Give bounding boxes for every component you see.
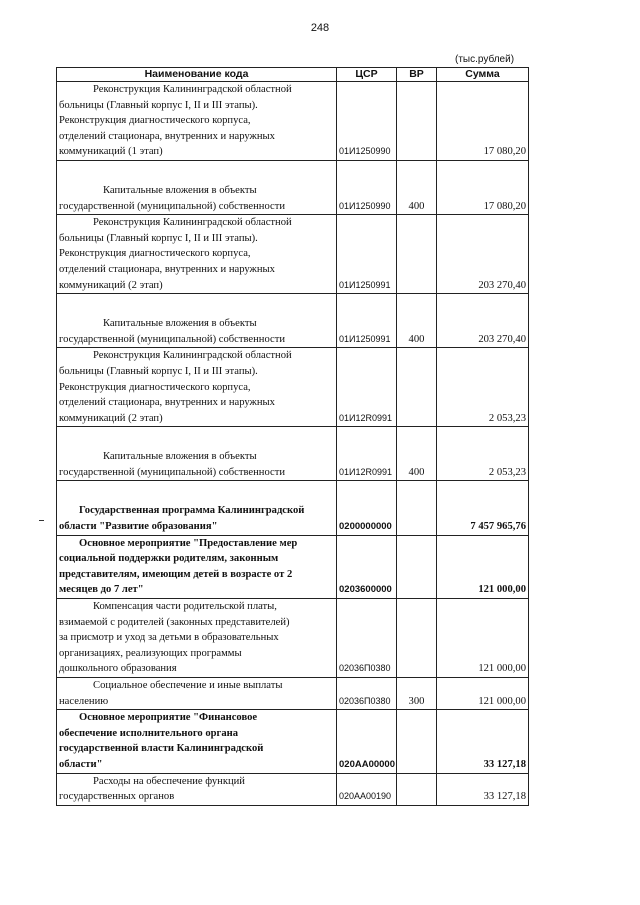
row-name-text: государственной власти Калининградской bbox=[59, 743, 264, 755]
row-name-text: коммуникаций (1 этап) bbox=[59, 146, 163, 158]
row-name-text: отделений стационара, внутренних и наружных bbox=[59, 130, 275, 142]
row-name-line bbox=[59, 98, 334, 114]
row-name-line bbox=[59, 348, 334, 364]
row-name-text: области" bbox=[59, 758, 103, 770]
row-name-text: Капитальные вложения в объекты bbox=[103, 451, 257, 463]
row-name-line bbox=[59, 278, 334, 294]
row-name-text: месяцев до 7 лет" bbox=[59, 584, 144, 596]
row-name-line bbox=[59, 199, 334, 215]
row-name-line bbox=[59, 661, 334, 677]
budget-table bbox=[56, 67, 529, 806]
header-name: Наименование кода bbox=[57, 68, 337, 82]
header-vr: ВР bbox=[397, 68, 437, 82]
row-spacer bbox=[59, 481, 334, 503]
row-csr-cell: 020АА00190 bbox=[337, 773, 397, 805]
row-vr-cell bbox=[397, 773, 437, 805]
page-number: 248 bbox=[310, 22, 330, 34]
row-name-cell bbox=[57, 294, 337, 348]
row-name-text: Основное мероприятие "Предоставление мер bbox=[79, 537, 298, 549]
row-vr-cell: 400 bbox=[397, 160, 437, 214]
row-sum-cell: 2 053,23 bbox=[437, 348, 529, 427]
row-name-text: Компенсация части родительской платы, bbox=[93, 601, 277, 613]
row-name-text: больницы (Главный корпус I, II и III этапы). bbox=[59, 232, 258, 244]
row-name-line bbox=[59, 741, 334, 757]
row-name-text: Социальное обеспечение и иные выплаты bbox=[93, 680, 283, 691]
row-name-text: Основное мероприятие "Финансовое bbox=[79, 712, 258, 724]
row-name-line bbox=[59, 630, 334, 646]
row-name-text: обеспечение исполнительного органа bbox=[59, 727, 239, 739]
row-csr-cell: 020АА00000 bbox=[337, 710, 397, 773]
row-name-line bbox=[59, 599, 334, 615]
row-sum-cell: 7 457 965,76 bbox=[437, 481, 529, 535]
row-spacer bbox=[59, 427, 334, 449]
row-name-line bbox=[59, 144, 334, 160]
row-name-text: социальной поддержки родителям, законным bbox=[59, 553, 279, 565]
row-name-line bbox=[59, 364, 334, 380]
row-name-text: государственной (муниципальной) собственности bbox=[59, 200, 286, 212]
header-sum: Сумма bbox=[437, 68, 529, 82]
row-name-text: Капитальные вложения в объекты bbox=[103, 318, 257, 330]
row-sum-cell: 121 000,00 bbox=[437, 678, 529, 710]
row-vr-cell: 400 bbox=[397, 294, 437, 348]
row-vr-cell bbox=[397, 481, 437, 535]
table-row bbox=[57, 427, 529, 481]
row-name-line bbox=[59, 380, 334, 396]
table-header-row bbox=[57, 68, 529, 82]
row-name-cell bbox=[57, 710, 337, 773]
row-name-line bbox=[59, 694, 334, 710]
row-name-text: взимаемой с родителей (законных представителей) bbox=[59, 616, 290, 628]
row-csr-cell: 0203600000 bbox=[337, 535, 397, 598]
row-name-text: представителям, имеющим детей в возрасте от 2 bbox=[59, 568, 293, 580]
table-row bbox=[57, 215, 529, 294]
row-name-text: коммуникаций (2 этап) bbox=[59, 412, 163, 424]
row-name-text: Реконструкция Калининградской областной bbox=[93, 84, 292, 95]
row-name-text: Реконструкция диагностического корпуса, bbox=[59, 381, 251, 393]
margin-mark bbox=[39, 520, 44, 521]
table-row bbox=[57, 82, 529, 161]
table-row bbox=[57, 599, 529, 678]
row-name-line bbox=[59, 710, 334, 726]
header-csr: ЦСР bbox=[337, 68, 397, 82]
row-name-cell bbox=[57, 481, 337, 535]
row-name-text: Расходы на обеспечение функций bbox=[93, 775, 245, 787]
row-name-line bbox=[59, 129, 334, 145]
row-name-line bbox=[59, 774, 334, 790]
table-row bbox=[57, 535, 529, 598]
table-row bbox=[57, 710, 529, 773]
row-sum-cell: 203 270,40 bbox=[437, 294, 529, 348]
row-name-line bbox=[59, 316, 334, 332]
row-name-line bbox=[59, 582, 334, 598]
row-sum-cell: 121 000,00 bbox=[437, 535, 529, 598]
row-name-text: Реконструкция Калининградской областной bbox=[93, 217, 292, 229]
row-name-cell bbox=[57, 348, 337, 427]
table-row bbox=[57, 678, 529, 710]
row-csr-cell: 02036П0380 bbox=[337, 678, 397, 710]
row-name-line bbox=[59, 536, 334, 552]
row-name-line bbox=[59, 231, 334, 247]
row-name-text: дошкольного образования bbox=[59, 663, 177, 675]
row-name-cell bbox=[57, 427, 337, 481]
row-name-text: Реконструкция диагностического корпуса, bbox=[59, 115, 251, 127]
row-name-line bbox=[59, 465, 334, 481]
row-sum-cell: 17 080,20 bbox=[437, 160, 529, 214]
row-name-text: отделений стационара, внутренних и наружных bbox=[59, 397, 275, 409]
row-name-line bbox=[59, 332, 334, 348]
row-name-line bbox=[59, 726, 334, 742]
row-name-text: населению bbox=[59, 695, 109, 707]
row-sum-cell: 33 127,18 bbox=[437, 710, 529, 773]
row-name-text: области "Развитие образования" bbox=[59, 521, 218, 533]
row-vr-cell bbox=[397, 599, 437, 678]
row-csr-cell: 01И1250991 bbox=[337, 294, 397, 348]
row-name-text: Реконструкция Калининградской областной bbox=[93, 350, 292, 362]
row-csr-cell: 01И1250991 bbox=[337, 215, 397, 294]
row-csr-cell: 01И12R0991 bbox=[337, 427, 397, 481]
row-name-line bbox=[59, 183, 334, 199]
table-body bbox=[57, 82, 529, 806]
row-vr-cell bbox=[397, 535, 437, 598]
row-name-text: организациях, реализующих программы bbox=[59, 647, 242, 659]
row-name-cell bbox=[57, 215, 337, 294]
row-name-cell bbox=[57, 160, 337, 214]
row-name-text: государственных органов bbox=[59, 791, 175, 803]
row-vr-cell bbox=[397, 348, 437, 427]
row-name-line bbox=[59, 567, 334, 583]
row-name-line bbox=[59, 449, 334, 465]
row-csr-cell: 02036П0380 bbox=[337, 599, 397, 678]
row-name-line bbox=[59, 215, 334, 231]
row-name-text: отделений стационара, внутренних и наружных bbox=[59, 263, 275, 275]
row-name-line bbox=[59, 789, 334, 805]
row-name-text: коммуникаций (2 этап) bbox=[59, 279, 163, 291]
row-name-cell bbox=[57, 773, 337, 805]
row-spacer bbox=[59, 161, 334, 183]
table-row bbox=[57, 348, 529, 427]
row-name-line bbox=[59, 113, 334, 129]
row-name-text: Реконструкция диагностического корпуса, bbox=[59, 248, 251, 260]
table-row bbox=[57, 294, 529, 348]
row-name-text: Государственная программа Калининградской bbox=[79, 505, 305, 517]
table-row bbox=[57, 160, 529, 214]
row-name-line bbox=[59, 411, 334, 427]
row-name-cell bbox=[57, 678, 337, 710]
row-name-text: государственной (муниципальной) собственности bbox=[59, 466, 286, 478]
table-row bbox=[57, 481, 529, 535]
row-sum-cell: 121 000,00 bbox=[437, 599, 529, 678]
row-name-cell bbox=[57, 535, 337, 598]
row-name-line bbox=[59, 757, 334, 773]
row-name-line bbox=[59, 82, 334, 98]
row-vr-cell bbox=[397, 82, 437, 161]
row-name-line bbox=[59, 646, 334, 662]
row-name-line bbox=[59, 262, 334, 278]
table-row bbox=[57, 773, 529, 805]
row-name-line bbox=[59, 551, 334, 567]
row-name-cell bbox=[57, 82, 337, 161]
row-name-text: государственной (муниципальной) собственности bbox=[59, 333, 286, 345]
row-sum-cell: 203 270,40 bbox=[437, 215, 529, 294]
row-name-text: больницы (Главный корпус I, II и III этапы). bbox=[59, 365, 258, 377]
row-name-line bbox=[59, 246, 334, 262]
row-sum-cell: 2 053,23 bbox=[437, 427, 529, 481]
row-name-text: за присмотр и уход за детьми в образовательных bbox=[59, 632, 279, 644]
row-name-cell bbox=[57, 599, 337, 678]
row-name-line bbox=[59, 519, 334, 535]
row-sum-cell: 33 127,18 bbox=[437, 773, 529, 805]
row-name-line bbox=[59, 503, 334, 519]
row-csr-cell: 01И1250990 bbox=[337, 160, 397, 214]
row-name-text: больницы (Главный корпус I, II и III этапы). bbox=[59, 99, 258, 111]
row-spacer bbox=[59, 294, 334, 316]
row-vr-cell bbox=[397, 710, 437, 773]
row-vr-cell: 400 bbox=[397, 427, 437, 481]
row-csr-cell: 0200000000 bbox=[337, 481, 397, 535]
row-name-line bbox=[59, 678, 334, 694]
row-name-text: Капитальные вложения в объекты bbox=[103, 184, 257, 196]
row-vr-cell bbox=[397, 215, 437, 294]
row-csr-cell: 01И12R0991 bbox=[337, 348, 397, 427]
row-name-line bbox=[59, 395, 334, 411]
row-vr-cell: 300 bbox=[397, 678, 437, 710]
unit-label: (тыс.рублей) bbox=[455, 54, 515, 65]
row-name-line bbox=[59, 615, 334, 631]
row-sum-cell: 17 080,20 bbox=[437, 82, 529, 161]
row-csr-cell: 01И1250990 bbox=[337, 82, 397, 161]
